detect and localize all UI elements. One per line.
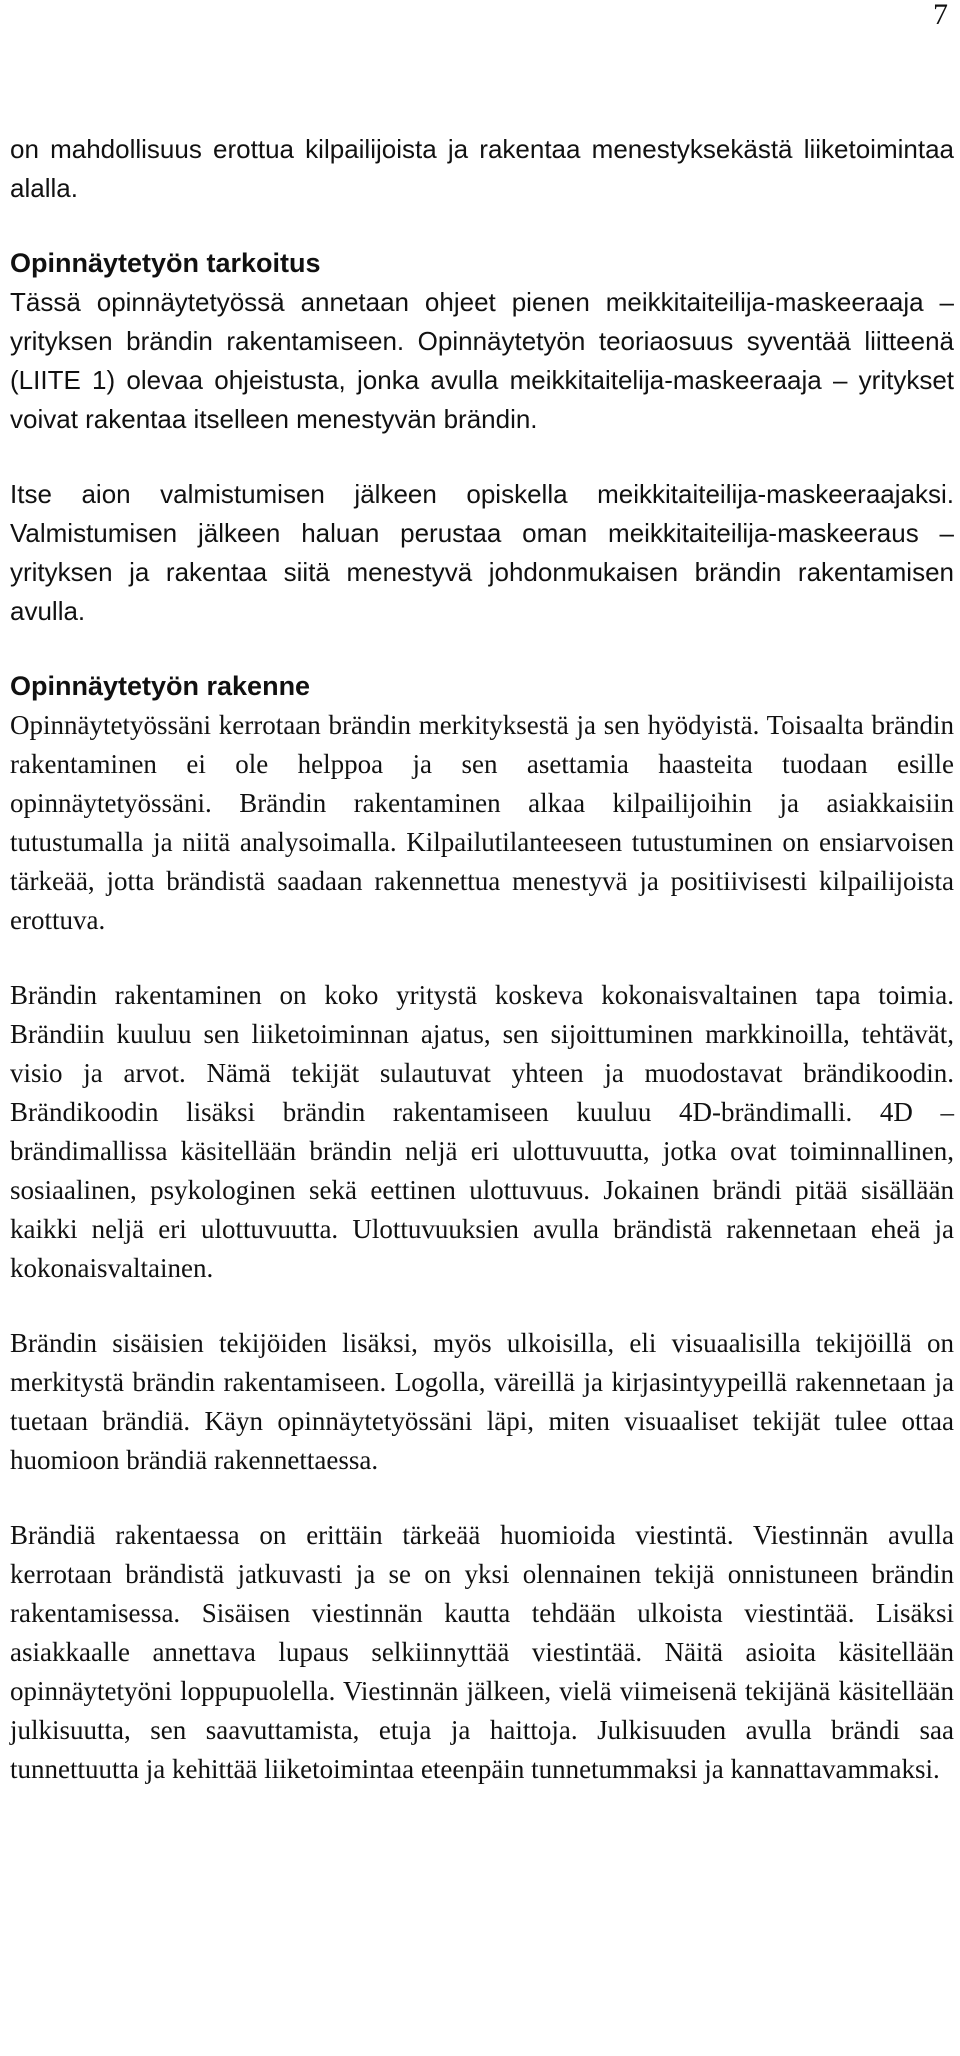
document-body (10, 130, 954, 1825)
intro-paragraph: on mahdollisuus erottua kilpailijoista ja rakentaa menestyksekästä liiketoimintaa alalla. (10, 134, 954, 203)
section-title-purpose: Opinnäytetyön tarkoitus (10, 248, 321, 278)
page-number: 7 (933, 0, 948, 31)
section-purpose (10, 244, 954, 631)
section-title-structure: Opinnäytetyön rakenne (10, 671, 311, 701)
structure-paragraph-1: Opinnäytetyössäni kerrotaan brändin merkityksestä ja sen hyödyistä. Toisaalta brändin rakentaminen ei ole helppoa ja sen asettamia haasteita tuodaan esille opinnäytetyössäni. Brändin rakentaminen alkaa kilpailijoihin ja asiakkaisiin tutustumalla ja niitä analysoimalla. Kilpailutilanteeseen tutustuminen on ensiarvoisen tärkeää, jotta brändistä saadaan rakennettua menestyvä ja positiivisesti kilpailijoista erottuva. (10, 710, 954, 935)
structure-paragraph-4: Brändiä rakentaessa on erittäin tärkeää huomioida viestintä. Viestinnän avulla kerrotaan brändistä jatkuvasti ja se on yksi olennainen tekijä onnistuneen brändin rakentamisessa. Sisäisen viestinnän kautta tehdään ulkoista viestintää. Lisäksi asiakkaalle annettava lupaus selkiinnyttää viestintää. Näitä asioita käsitellään opinnäytetyöni loppupuolella. Viestinnän jälkeen, vielä viimeisenä tekijänä käsitellään julkisuutta, sen saavuttamista, etuja ja haittoja. Julkisuuden avulla brändi saa tunnettuutta ja kehittää liiketoimintaa eteenpäin tunnetummaksi ja kannattavammaksi. (10, 1520, 954, 1784)
purpose-paragraph-2: Itse aion valmistumisen jälkeen opiskella meikkitaiteilija-maskeeraajaksi. Valmistumisen jälkeen haluan perustaa oman meikkitaiteilija-maskeeraus – yrityksen ja rakentaa siitä menestyvä johdonmukaisen brändin rakentamisen avulla. (10, 479, 954, 626)
structure-paragraph-2: Brändin rakentaminen on koko yritystä koskeva kokonaisvaltainen tapa toimia. Brändiin kuuluu sen liiketoiminnan ajatus, sen sijoittuminen markkinoilla, tehtävät, visio ja arvot. Nämä tekijät sulautuvat yhteen ja muodostavat brändikoodin. Brändikoodin lisäksi brändin rakentamiseen kuuluu 4D-brändimalli. 4D –brändimallissa käsitellään brändin neljä eri ulottuvuutta, jotka ovat toiminnallinen, sosiaalinen, psykologinen sekä eettinen ulottuvuus. Jokainen brändi pitää sisällään kaikki neljä eri ulottuvuutta. Ulottuvuuksien avulla brändistä rakennetaan eheä ja kokonaisvaltainen. (10, 980, 954, 1283)
purpose-paragraph-1: Tässä opinnäytetyössä annetaan ohjeet pienen meikkitaiteilija-maskeeraaja – yrityksen brändin rakentamiseen. Opinnäytetyön teoriaosuus syventää liitteenä (LIITE 1) olevaa ohjeistusta, jonka avulla meikkitaitelija-maskeeraaja – yritykset voivat rakentaa itselleen menestyvän brändin. (10, 287, 954, 434)
structure-paragraph-3: Brändin sisäisien tekijöiden lisäksi, myös ulkoisilla, eli visuaalisilla tekijöillä on merkitystä brändin rakentamiseen. Logolla, väreillä ja kirjasintyypeillä rakennetaan ja tuetaan brändiä. Käyn opinnäytetyössäni läpi, miten visuaaliset tekijät tulee ottaa huomioon brändiä rakennettaessa. (10, 1328, 954, 1475)
section-structure (10, 667, 954, 1789)
